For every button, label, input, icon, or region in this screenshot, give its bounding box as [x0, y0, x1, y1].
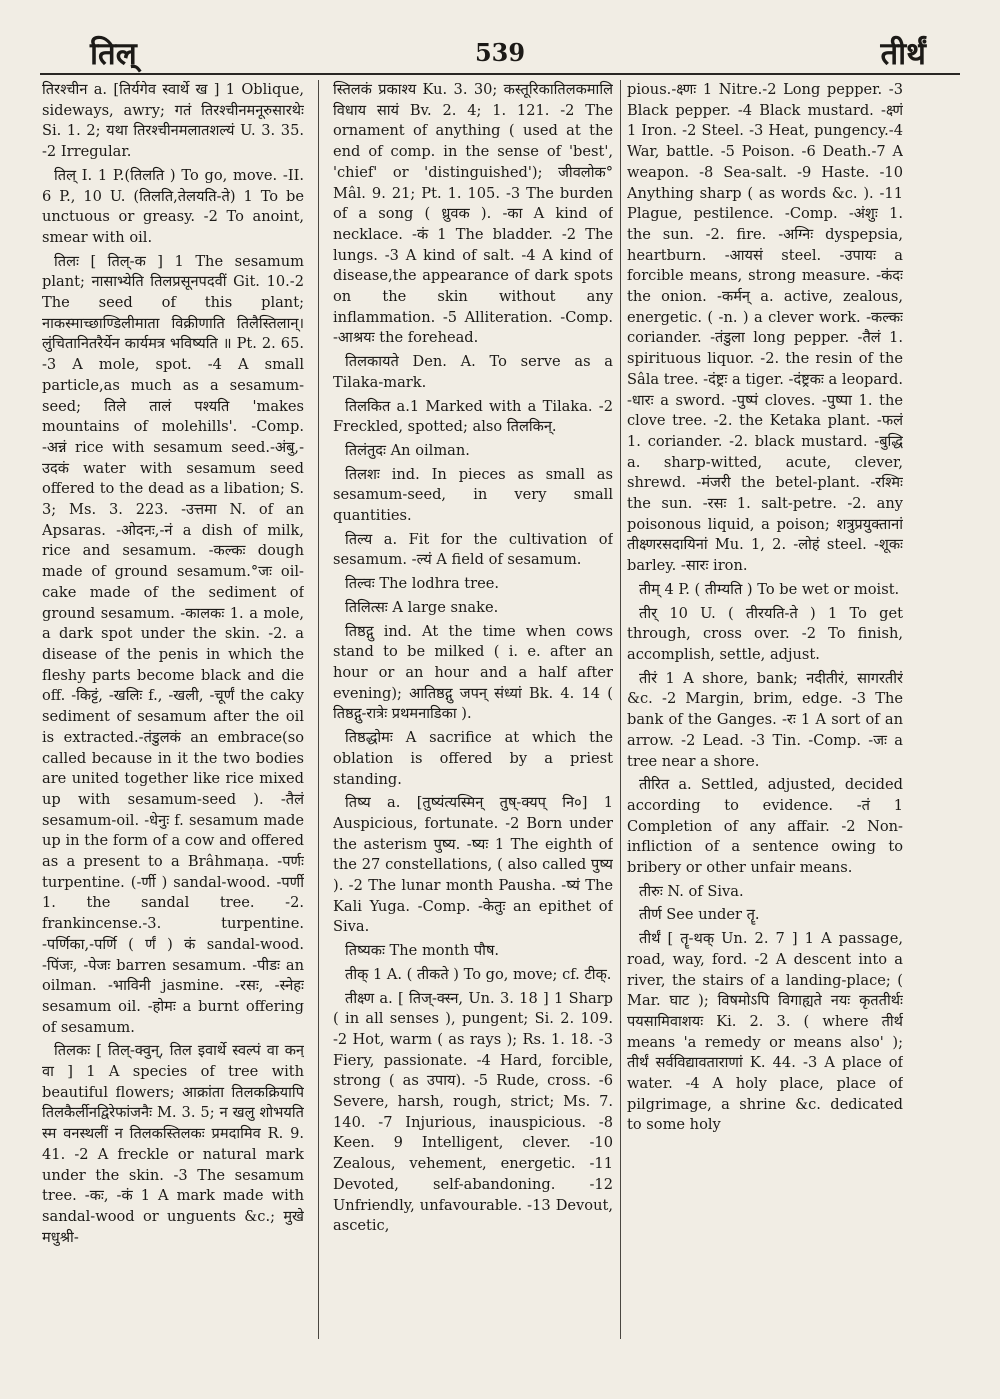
entry: तिष्ठद्धोमः A sacrifice at which the oblation is offered by a priest standing. — [333, 729, 613, 788]
entry: तिल्वः The lodhra tree. — [345, 575, 500, 593]
entry: तिष्ठद्गु ind. At the time when cows stand to be milked ( i. e. after an hour or an hour and a half after evening); आतिष्ठद्गु जपन् संध्यां Bk. 4. 14 ( तिष्ठद्गु-रात्रेः प्रथमनाडिका ). — [333, 622, 613, 723]
column-2 — [333, 80, 613, 1339]
entry: pious.-क्ष्णः 1 Nitre.-2 Long pepper. -3 Black pepper. -4 Black mustard. -क्ष्णं 1 Iron. -2 Steel. -3 Heat, pungency.-4 War, battle. -5 Poison. -6 Death.-7 A weapon. -8 Sea-salt. -9 Haste. -10 Anything sharp ( as words &c. ). -11 Plague, pestilence. -Comp. -अंशुः 1. the sun. -2. fire. -अग्निः dyspepsia, heartburn. -आयसं steel. -उपायः a forcible means, strong measure. -कंदः the onion. -कर्मन् a. active, zealous, energetic. ( -n. ) a clever work. -कल्कः coriander. -तंडुला long pepper. -तैलं 1. spirituous liquor. -2. the resin of the Sâla tree. -दंष्ट्रः a tiger. -दंष्ट्रकः a leopard. -धारः a sword. -पुष्पं cloves. -पुष्पा 1. the clove tree. -2. the Ketaka plant. -फलं 1. coriander. -2. black mustard. -बुद्धि a. sharp-witted, acute, clever, shrewd. -मंजरी the betel-plant. -रश्मिः the sun. -रसः 1. salt-petre. -2. any poisonous liquid, a poison; शत्रुप्रयुक्तानां तीक्ष्णरसदायिनां Mu. 1, 2. -लोहं steel. -शूकः barley. -सारः iron. — [627, 81, 903, 575]
column-divider — [620, 80, 621, 1339]
entry: तिलकायते Den. A. To serve as a Tilaka-mark. — [333, 353, 613, 391]
entry: तीक्ष्ण a. [ तिज्-क्स्न, Un. 3. 18 ] 1 Sharp ( in all senses ), pungent; Si. 2. 109. -2 Hot, warm ( as rays ); Rs. 1. 18. -3 Fiery, passionate. -4 Hard, forcible, strong ( as उपाय). -5 Rude, cross. -6 Severe, harsh, rough, strict; Ms. 7. 140. -7 Injurious, inauspicious. -8 Keen. 9 Intelligent, clever. -10 Zealous, vehement, energetic. -11 Devoted, self-abandoning. -12 Unfriendly, unfavourable. -13 Devout, ascetic, — [333, 989, 613, 1235]
entry: तीर्ण See under तॄ. — [639, 906, 760, 924]
entry: तिल्य a. Fit for the cultivation of sesamum. -ल्यं A field of sesamum. — [333, 530, 613, 569]
page-number: 539 — [474, 38, 526, 67]
entry: तीर् 10 U. ( तीरयति-ते ) 1 To get through, cross over. -2 To finish, accomplish, settle, adjust. — [627, 604, 903, 663]
entry: तीरित a. Settled, adjusted, decided according to evidence. -तं 1 Completion of any affair. -2 Non-infliction of a sentence owing to bribery or other unfair means. — [627, 776, 903, 877]
entry: तीक् 1 A. ( तीकते ) To go, move; cf. टीक्. — [345, 965, 612, 983]
entry: तीरं 1 A shore, bank; नदीतीरं, सागरतीरं &c. -2 Margin, brim, edge. -3 The bank of the Ganges. -रः 1 A sort of an arrow. -2 Lead. -3 Tin. -Comp. -जः a tree near a shore. — [627, 669, 903, 770]
column-divider — [318, 80, 319, 1339]
header-rule — [40, 73, 960, 75]
entry: तिलः [ तिल्-क ] 1 The sesamum plant; नासाभ्येति तिलप्रसूनपदवीं Git. 10.-2 The seed of this plant; नाकस्माच्छाण्डिलीमाता विक्रीणाति तिलैस्तिलान्। लुंचितानितरैर्येन कार्यमत्र भविष्यति ॥ Pt. 2. 65. -3 A mole, spot. -4 A small particle,as much as a sesamum-seed; तिले तालं पश्यति 'makes mountains of molehills'. -Comp. -अन्नं rice with sesamum seed.-अंबु,-उदकं water with sesamum seed offered to the dead as a libation; S. 3; Ms. 3. 223. -उत्तमा N. of an Apsaras. -ओदनः,-नं a dish of milk, rice and sesamum. -कल्कः dough made of ground sesamum.°जः oil-cake made of the sediment of ground sesamum. -कालकः 1. a mole, a dark spot under the skin. -2. a disease of the penis in which the fleshy parts become black and die off. -किट्टं, -खलिः f., -खली, -चूर्णं the caky sediment of sesamum after the oil is extracted.-तंडुलकं an embrace(so called because in it the two bodies are united together like rice mixed up with sesamum-seed ). -तैलं sesamum-oil. -धेनुः f. sesamum made up in the form of a cow and offered as a present to a Brâhmaṇa. -पर्णः turpentine. (-र्णी ) sandal-wood. -पर्णी 1. the sandal tree. -2. frankincense.-3. turpentine. -पर्णिका,-पर्णि ( र्णं ) कं sandal-wood. -पिंजः, -पेजः barren sesamum. -पीडः an oilman. -भाविनी jasmine. -रसः, -स्नेहः sesamum oil. -होमः a burnt offering of sesamum. — [42, 252, 304, 1036]
entry: तिलंतुदः An oilman. — [345, 441, 470, 459]
page-header — [40, 28, 960, 76]
entry: तिलकित a.1 Marked with a Tilaka. -2 Freckled, spotted; also तिलकिन्. — [333, 397, 613, 436]
entry: तिलशः ind. In pieces as small as sesamum-seed, in very small quantities. — [333, 465, 613, 525]
right-running-head: तीर्थं — [880, 36, 926, 72]
entry: तिरश्चीन a. [तिर्यगेव स्वार्थे ख ] 1 Oblique, sideways, awry; गतं तिरश्चीनमनूरुसारथेः Si. 1. 2; यथा तिरश्चीनमलातशल्यं U. 3. 35. -2 Irregular. — [42, 81, 304, 161]
column-1 — [42, 80, 304, 1339]
column-3 — [627, 80, 903, 1339]
left-running-head: तिल् — [90, 36, 137, 72]
entry: तिल् I. 1 P.(तिलति ) To go, move. -II. 6 P., 10 U. (तिलति,तेलयति-ते) 1 To be unctuous or greasy. -2 To anoint, smear with oil. — [42, 166, 304, 246]
entry: तिष्यकः The month पौष. — [345, 942, 500, 960]
entry: तिष्य a. [तुष्यंत्यस्मिन् तुष्-क्यप् नि०] 1 Auspicious, fortunate. -2 Born under the asterism पुष्य. -ष्यः 1 The eighth of the 27 constellations, ( also called पुष्य ). -2 The lunar month Pausha. -ष्यं The Kali Yuga. -Comp. -केतुः an epithet of Siva. — [333, 794, 613, 936]
entry: तिलकः [ तिल्-क्वुन्, तिल इवार्थे स्वल्पं वा कन् वा ] 1 A species of tree with beautiful flowers; आक्रांता तिलकक्रियापि तिलकैर्लीनद्विरेफांजनैः M. 3. 5; न खलु शोभयति स्म वनस्थलीं न तिलकस्तिलकः प्रमदामिव R. 9. 41. -2 A freckle or natural mark under the skin. -3 The sesamum tree. -कः, -कं 1 A mark made with sandal-wood or unguents &c.; मुखे मधुश्री- — [42, 1042, 304, 1246]
entry: तीर्थं [ तॄ-थक् Un. 2. 7 ] 1 A passage, road, way, ford. -2 A descent into a river, the stairs of a landing-place; ( Mar. घाट ); विषमोऽपि विगाह्यते नयः कृततीर्थः पयसामिवाशयः Ki. 2. 3. ( where तीर्थ means 'a remedy or means also' ); तीर्थं सर्वविद्यावताराणां K. 44. -3 A place of water. -4 A holy place, place of pilgrimage, a shrine &c. dedicated to some holy — [627, 930, 903, 1134]
entry: स्तिलकं प्रकाश्य Ku. 3. 30; कस्तूरिकातिलकमालि विधाय सायं Bv. 2. 4; 1. 121. -2 The ornament of anything ( used at the end of comp. in the sense of 'best', 'chief' or 'distinguished'); जीवलोक° Mâl. 9. 21; Pt. 1. 105. -3 The burden of a song ( ध्रुवक ). -का A kind of necklace. -कं 1 The bladder. -2 The lungs. -3 A kind of salt. -4 A kind of disease,the appearance of dark spots on the skin without any inflammation. -5 Alliteration. -Comp. -आश्रयः the forehead. — [333, 81, 613, 347]
entry: तिलित्सः A large snake. — [345, 598, 499, 616]
entry: तीम् 4 P. ( तीम्यति ) To be wet or moist. — [639, 580, 900, 598]
entry: तीरुः N. of Siva. — [639, 882, 744, 900]
